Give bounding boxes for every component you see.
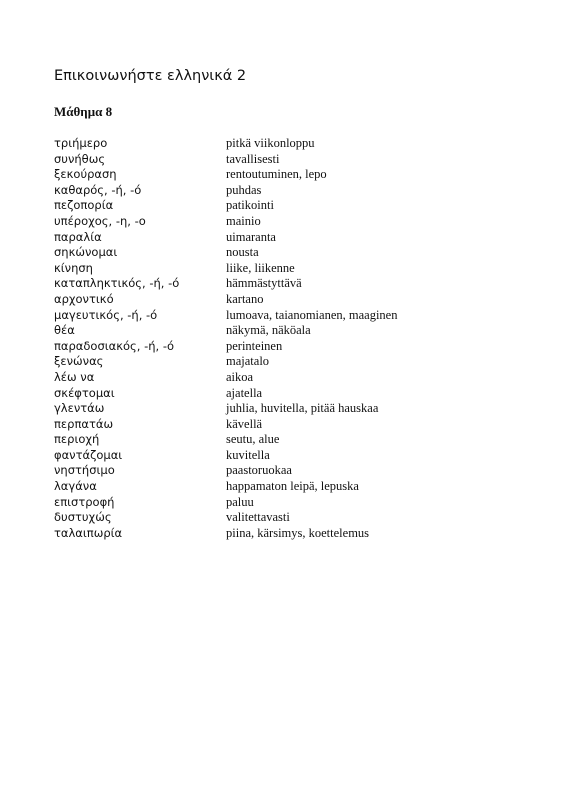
finnish-translation: mainio [226,213,261,228]
greek-term: κίνηση [54,260,93,275]
finnish-translation: uimaranta [226,229,276,244]
finnish-translation: näkymä, näköala [226,323,311,338]
greek-term: σηκώνομαι [54,245,118,260]
vocab-row [54,276,524,292]
greek-term: νηστήσιμο [54,463,115,478]
greek-term: συνήθως [54,151,106,166]
vocab-row [54,370,524,386]
finnish-translation: liike, liikenne [226,260,295,275]
finnish-translation: rentoutuminen, lepo [226,167,327,182]
finnish-translation: patikointi [226,198,274,213]
greek-term: μαγευτικός, -ή, -ό [54,307,158,322]
finnish-translation: puhdas [226,182,262,197]
finnish-translation: aikoa [226,369,254,384]
vocab-row [54,308,524,324]
vocab-row [54,510,524,526]
finnish-translation: piina, kärsimys, koettelemus [226,525,370,540]
vocab-row [54,479,524,495]
vocab-row [54,198,524,214]
finnish-translation: perinteinen [226,338,283,353]
finnish-translation: happamaton leipä, lepuska [226,479,359,494]
finnish-translation: juhlia, huvitella, pitää hauskaa [226,401,379,416]
greek-term: καθαρός, -ή, -ό [54,182,142,197]
finnish-translation: paastoruokaa [226,463,292,478]
finnish-translation: lumoava, taianomianen, maaginen [226,307,398,322]
greek-term: περιοχή [54,432,100,447]
vocab-row [54,432,524,448]
finnish-translation: kartano [226,291,264,306]
greek-term: σκέφτομαι [54,385,115,400]
lesson-heading: Μάθημα 8 [54,104,113,119]
greek-term: τριήμερο [54,136,108,150]
vocab-row [54,230,524,246]
greek-term: γλεντάω [54,401,105,416]
finnish-translation: kuvitella [226,447,270,462]
finnish-translation: pitkä viikonloppu [226,136,315,150]
vocab-row [54,245,524,261]
greek-term: θέα [54,323,75,338]
greek-term: παραδοσιακός, -ή, -ό [54,338,175,353]
finnish-translation: valitettavasti [226,510,290,525]
vocab-row [54,214,524,230]
vocab-row [54,463,524,479]
greek-term: περπατάω [54,416,114,431]
finnish-translation: seutu, alue [226,432,280,447]
vocab-row [54,183,524,199]
greek-term: λαγάνα [54,479,97,494]
greek-term: παραλία [54,229,102,244]
vocab-row [54,495,524,511]
vocab-row [54,339,524,355]
greek-term: αρχοντικό [54,291,114,306]
greek-term: λέω να [54,369,95,384]
vocab-row [54,526,524,542]
vocab-row [54,354,524,370]
finnish-translation: nousta [226,245,259,260]
vocabulary-list [54,136,524,541]
greek-term: πεζοπορία [54,198,114,213]
vocab-row [54,417,524,433]
vocab-row [54,401,524,417]
vocab-row [54,152,524,168]
document-title: Επικοινωνήστε ελληνικά 2 [54,68,247,84]
finnish-translation: kävellä [226,416,263,431]
greek-term: ξεκούραση [54,167,117,182]
finnish-translation: majatalo [226,354,270,369]
greek-term: ταλαιπωρία [54,525,123,540]
vocab-row [54,292,524,308]
finnish-translation: tavallisesti [226,151,280,166]
greek-term: φαντάζομαι [54,447,123,462]
finnish-translation: paluu [226,494,254,509]
greek-term: επιστροφή [54,494,115,509]
vocab-row [54,323,524,339]
greek-term: καταπληκτικός, -ή, -ό [54,276,180,291]
vocab-row [54,136,524,152]
finnish-translation: hämmästyttävä [226,276,302,291]
vocab-row [54,261,524,277]
greek-term: υπέροχος, -η, -ο [54,213,146,228]
vocab-row [54,448,524,464]
greek-term: δυστυχώς [54,510,112,525]
vocab-row [54,386,524,402]
vocab-row [54,167,524,183]
finnish-translation: ajatella [226,385,263,400]
greek-term: ξενώνας [54,354,104,369]
